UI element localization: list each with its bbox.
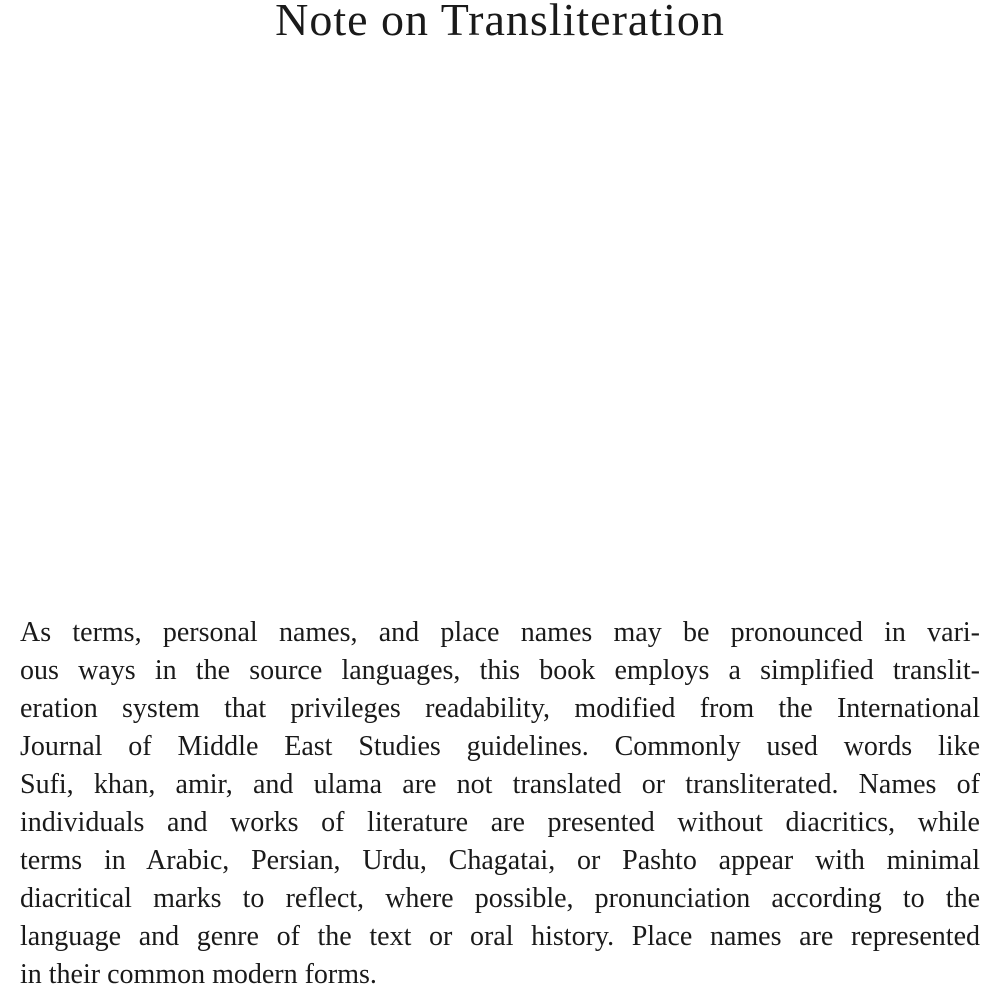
text-line: Sufi, khan, amir, and ulama are not translated or transliterated. Names of	[20, 769, 980, 800]
text-line: ous ways in the source languages, this book employs a simplified translit-	[20, 655, 980, 686]
page-title: Note on Transliteration	[275, 0, 725, 45]
text-line: terms in Arabic, Persian, Urdu, Chagatai, or Pashto appear with minimal	[20, 845, 980, 876]
text-line: in their common modern forms.	[20, 959, 377, 990]
text-line: individuals and works of literature are presented without diacritics, while	[20, 807, 980, 838]
body-paragraph	[20, 614, 980, 994]
text-line: As terms, personal names, and place names may be pronounced in vari-	[20, 617, 980, 648]
text-line: eration system that privileges readability, modified from the International	[20, 693, 980, 724]
text-line: language and genre of the text or oral history. Place names are represented	[20, 921, 980, 952]
text-line: Journal of Middle East Studies guidelines. Commonly used words like	[20, 731, 980, 762]
text-line: diacritical marks to reflect, where possible, pronunciation according to the	[20, 883, 980, 914]
